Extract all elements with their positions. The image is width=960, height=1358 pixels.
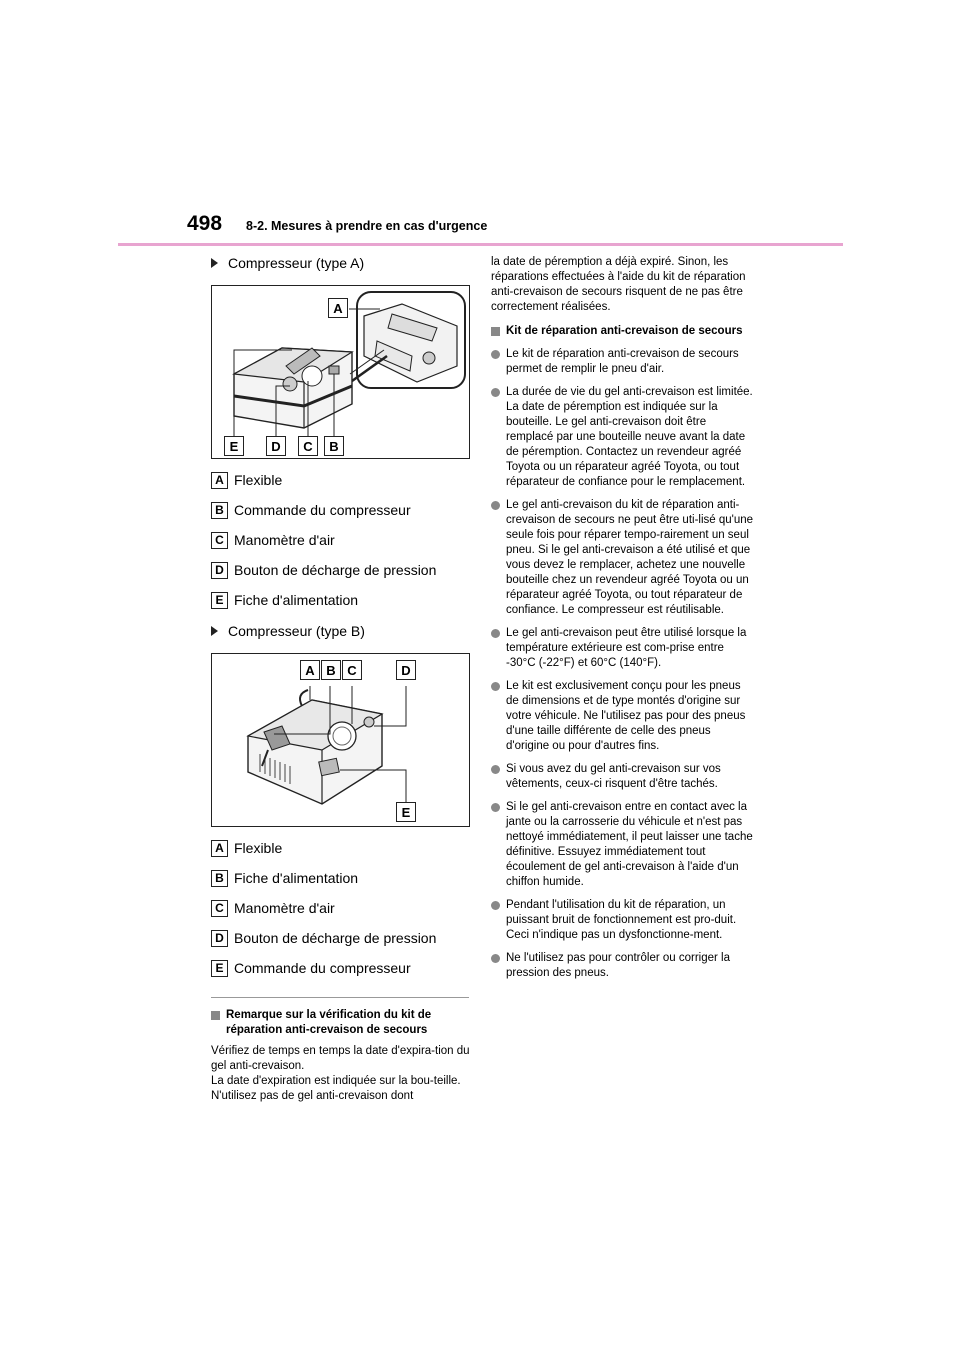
type-b-title: Compresseur (type B): [228, 623, 365, 639]
legend-item: [211, 465, 471, 495]
label-a: A: [300, 660, 320, 680]
legend-item: [211, 555, 471, 585]
triangle-icon: [211, 258, 218, 268]
legend-item: [211, 953, 471, 983]
bullet-dot-icon: [491, 350, 500, 359]
header-rule: [118, 243, 843, 246]
legend-item: [211, 833, 471, 863]
bullet-dot-icon: [491, 803, 500, 812]
legend-text: Bouton de décharge de pression: [234, 930, 437, 946]
legend-letter: A: [211, 840, 228, 857]
legend-item: [211, 525, 471, 555]
note-body: Vérifiez de temps en temps la date d'expira-tion du gel anti-crevaison. La date d'expiration est indiquée sur la bou-teille. N'utilisez pas de gel anti-crevaison dont: [211, 1045, 470, 1102]
legend-letter: B: [211, 502, 228, 519]
bullet-item: [491, 898, 756, 943]
bullet-item: [491, 385, 756, 490]
page-number: 498: [187, 212, 223, 235]
bullet-text: Le kit est exclusivement conçu pour les pneus de dimensions et de type montés d'origine sur votre véhicule. Ne l'utilisez pas pour des pneus d'une taille différente de celle des pneus d'origine ou pour d'autres fins.: [506, 680, 746, 752]
label-e: E: [224, 436, 244, 456]
label-a: A: [328, 298, 348, 318]
bullet-text: Le kit de réparation anti-crevaison de secours permet de remplir le pneu d'air.: [506, 348, 739, 375]
bullet-dot-icon: [491, 629, 500, 638]
bullet-dot-icon: [491, 765, 500, 774]
legend-item: [211, 893, 471, 923]
legend-text: Manomètre d'air: [234, 532, 335, 548]
bullet-item: [491, 347, 756, 377]
section-title: 8-2. Mesures à prendre en cas d'urgence: [246, 219, 488, 233]
legend-text: Fiche d'alimentation: [234, 870, 359, 886]
bullet-item: [491, 800, 756, 890]
bullet-dot-icon: [491, 501, 500, 510]
bullet-dot-icon: [491, 388, 500, 397]
label-d: D: [266, 436, 286, 456]
label-c: C: [298, 436, 318, 456]
legend-letter: D: [211, 562, 228, 579]
square-bullet-icon: [211, 1011, 220, 1020]
kit-heading-text: Kit de réparation anti-crevaison de secours: [506, 325, 743, 337]
left-column: [211, 255, 471, 1104]
note-heading: [211, 1008, 471, 1038]
label-d: D: [396, 660, 416, 680]
legend-text: Fiche d'alimentation: [234, 592, 359, 608]
note-heading-text: Remarque sur la vérification du kit de réparation anti-crevaison de secours: [226, 1009, 432, 1036]
label-b: B: [324, 436, 344, 456]
bullet-dot-icon: [491, 954, 500, 963]
bullet-item: [491, 762, 756, 792]
legend-letter: A: [211, 472, 228, 489]
legend-text: Manomètre d'air: [234, 900, 335, 916]
legend-item: [211, 495, 471, 525]
bullet-text: Le gel anti-crevaison peut être utilisé lorsque la température extérieure est com-prise entre -30°C (-22°F) et 60°C (140°F).: [506, 627, 747, 669]
legend-letter: C: [211, 900, 228, 917]
legend-text: Commande du compresseur: [234, 960, 411, 976]
kit-heading: [491, 324, 756, 339]
legend-letter: E: [211, 960, 228, 977]
label-b: B: [321, 660, 341, 680]
bullet-dot-icon: [491, 682, 500, 691]
bullet-text: Si vous avez du gel anti-crevaison sur vos vêtements, ceux-ci risquent d'être tachés.: [506, 763, 721, 790]
legend-text: Bouton de décharge de pression: [234, 562, 437, 578]
label-e: E: [396, 802, 416, 822]
legend-item: [211, 585, 471, 615]
compressor-b-figure: [211, 653, 470, 827]
bullet-item: [491, 679, 756, 754]
bullet-item: [491, 951, 756, 981]
compressor-a-figure: [211, 285, 470, 459]
legend-text: Commande du compresseur: [234, 502, 411, 518]
legend-item: [211, 863, 471, 893]
type-a-heading: [211, 255, 471, 271]
bullet-item: [491, 498, 756, 618]
bullet-text: Ne l'utilisez pas pour contrôler ou corriger la pression des pneus.: [506, 952, 730, 979]
bullet-text: Pendant l'utilisation du kit de réparation, un puissant bruit de fonctionnement est pro-duit. Ceci n'indique pas un dysfonctionne-ment.: [506, 899, 737, 941]
legend-letter: E: [211, 592, 228, 609]
legend-text: Flexible: [234, 472, 283, 488]
bullet-text: Si le gel anti-crevaison entre en contact avec la jante ou la carrosserie du véhicule et n'est pas nettoyé immédiatement, il peut laisser une tache définitive. Essuyez immédiatement tout écoulement de gel anti-crevaison à l'aide d'un chiffon humide.: [506, 801, 753, 888]
type-a-legend: [211, 465, 471, 615]
bullet-item: [491, 626, 756, 671]
type-b-legend: [211, 833, 471, 983]
legend-letter: B: [211, 870, 228, 887]
bullet-dot-icon: [491, 901, 500, 910]
legend-text: Flexible: [234, 840, 283, 856]
triangle-icon: [211, 626, 218, 636]
square-bullet-icon: [491, 327, 500, 336]
section-divider: [211, 997, 469, 998]
continuation-text: la date de péremption a déjà expiré. Sinon, les réparations effectuées à l'aide du kit de réparation anti-crevaison de secours risquent de ne pas être correctement réalisées.: [491, 256, 746, 313]
legend-item: [211, 923, 471, 953]
legend-letter: D: [211, 930, 228, 947]
legend-letter: C: [211, 532, 228, 549]
type-b-heading: [211, 623, 471, 639]
right-column: [491, 255, 756, 989]
type-a-title: Compresseur (type A): [228, 255, 365, 271]
bullet-text: Le gel anti-crevaison du kit de réparation anti-crevaison de secours ne peut être uti-lisé qu'une seule fois pour réparer tempo-rairement un seul pneu. Si le gel anti-crevaison a été utilisé et que vous devez le remplacer, achetez une nouvelle bouteille chez un revendeur agréé Toyota ou un réparateur agréé Toyota, ou tout réparateur de confiance. Le compresseur est réutilisable.: [506, 499, 754, 616]
bullet-text: La durée de vie du gel anti-crevaison est limitée. La date de péremption est indiquée sur la bouteille. Le gel anti-crevaison doit être remplacé par une bouteille neuve avant la date de péremption. Contactez un revendeur agréé Toyota ou un réparateur agréé Toyota, ou tout réparateur de confiance pour le remplacement.: [506, 386, 753, 488]
label-c: C: [342, 660, 362, 680]
